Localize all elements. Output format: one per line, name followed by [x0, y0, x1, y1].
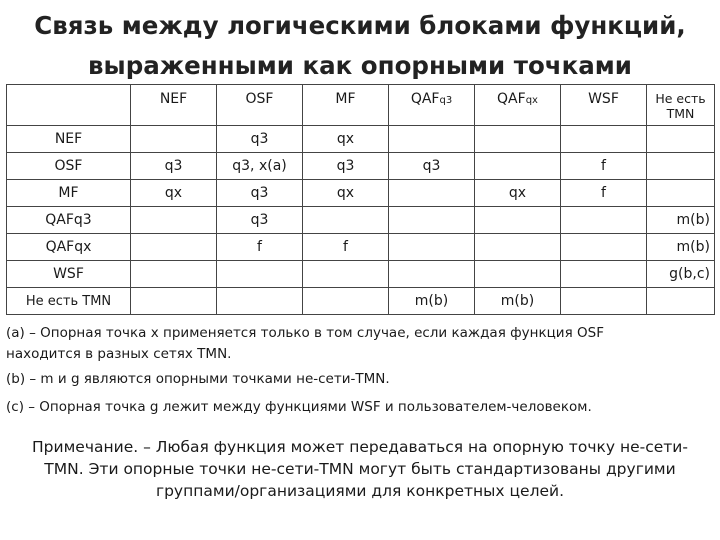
- row-header: NEF: [7, 126, 131, 153]
- table-cell: [131, 288, 217, 315]
- table-cell: [475, 261, 561, 288]
- table-cell: m(b): [647, 234, 715, 261]
- row-header: OSF: [7, 153, 131, 180]
- row-header: QAFq3: [7, 207, 131, 234]
- table-cell: [303, 261, 389, 288]
- table-cell: [475, 153, 561, 180]
- table-cell: f: [217, 234, 303, 261]
- table-cell: [389, 126, 475, 153]
- table-cell: [475, 234, 561, 261]
- table-cell: [389, 261, 475, 288]
- table-cell: [561, 126, 647, 153]
- row-header: Не есть TMN: [7, 288, 131, 315]
- table-cell: [303, 207, 389, 234]
- col-header-sub: q3: [439, 95, 453, 106]
- note: [20, 436, 700, 502]
- col-header: [389, 85, 475, 126]
- table-cell: qx: [475, 180, 561, 207]
- table-row: [7, 261, 715, 288]
- corner-cell: [7, 85, 131, 126]
- col-header: WSF: [561, 85, 647, 126]
- table-cell: qx: [303, 180, 389, 207]
- table-cell: q3: [303, 153, 389, 180]
- title-line-1: Связь между логическими блоками функций,: [34, 11, 686, 40]
- table-cell: [217, 288, 303, 315]
- table-cell: [131, 234, 217, 261]
- table-cell: q3, x(a): [217, 153, 303, 180]
- table-cell: q3: [131, 153, 217, 180]
- col-header: NEF: [131, 85, 217, 126]
- table-cell: [475, 126, 561, 153]
- table-cell: [131, 261, 217, 288]
- table-cell: f: [303, 234, 389, 261]
- col-header: MF: [303, 85, 389, 126]
- reference-point-table: [6, 84, 715, 315]
- table-cell: q3: [217, 207, 303, 234]
- table-cell: qx: [131, 180, 217, 207]
- table-cell: [647, 153, 715, 180]
- note-line-2: TMN. Эти опорные точки не-сети-TMN могут быть стандартизованы другими: [44, 460, 676, 478]
- note-line-1: Примечание. – Любая функция может передаваться на опорную точку не-сети-: [32, 438, 688, 456]
- table-cell: [561, 234, 647, 261]
- footnote-a-line1: (a) – Опорная точка x применяется только в том случае, если каждая функция OSF: [6, 325, 604, 341]
- table-cell: [647, 180, 715, 207]
- table-cell: q3: [389, 153, 475, 180]
- table-row: [7, 288, 715, 315]
- table-cell: q3: [217, 126, 303, 153]
- table-row: [7, 234, 715, 261]
- table-row: [7, 180, 715, 207]
- table-cell: [647, 126, 715, 153]
- table-cell: [647, 288, 715, 315]
- footnote-a-line2: находится в разных сетях TMN.: [6, 346, 232, 362]
- col-header-main: QAF: [410, 91, 440, 107]
- table-cell: [389, 180, 475, 207]
- table-cell: m(b): [647, 207, 715, 234]
- table-cell: [389, 207, 475, 234]
- table-cell: [561, 207, 647, 234]
- col-header: Не есть TMN: [647, 85, 715, 126]
- table-cell: [131, 207, 217, 234]
- table-row: [7, 153, 715, 180]
- col-header-sub: qx: [525, 95, 538, 106]
- table-cell: m(b): [389, 288, 475, 315]
- col-header: [475, 85, 561, 126]
- table-cell: qx: [303, 126, 389, 153]
- table-cell: f: [561, 153, 647, 180]
- table-cell: [303, 288, 389, 315]
- note-line-3: группами/организациями для конкретных целей.: [155, 482, 565, 500]
- table-row: [7, 207, 715, 234]
- table-cell: m(b): [475, 288, 561, 315]
- title-line-2: выраженными как опорными точками: [88, 51, 632, 80]
- table-cell: [561, 261, 647, 288]
- table-header-row: [7, 85, 715, 126]
- slide-title: [0, 6, 720, 86]
- footnote-b: (b) – m и g являются опорными точками не-сети-TMN.: [6, 371, 390, 387]
- table-cell: [217, 261, 303, 288]
- table-cell: [389, 234, 475, 261]
- table-cell: [131, 126, 217, 153]
- row-header: WSF: [7, 261, 131, 288]
- col-header-main: QAF: [497, 91, 526, 107]
- col-header: OSF: [217, 85, 303, 126]
- table-row: [7, 126, 715, 153]
- table-cell: [475, 207, 561, 234]
- row-header: QAFqx: [7, 234, 131, 261]
- table-cell: g(b,c): [647, 261, 715, 288]
- table-cell: q3: [217, 180, 303, 207]
- row-header: MF: [7, 180, 131, 207]
- table-cell: [561, 288, 647, 315]
- footnote-c: (c) – Опорная точка g лежит между функциями WSF и пользователем-человеком.: [6, 399, 592, 415]
- table-cell: f: [561, 180, 647, 207]
